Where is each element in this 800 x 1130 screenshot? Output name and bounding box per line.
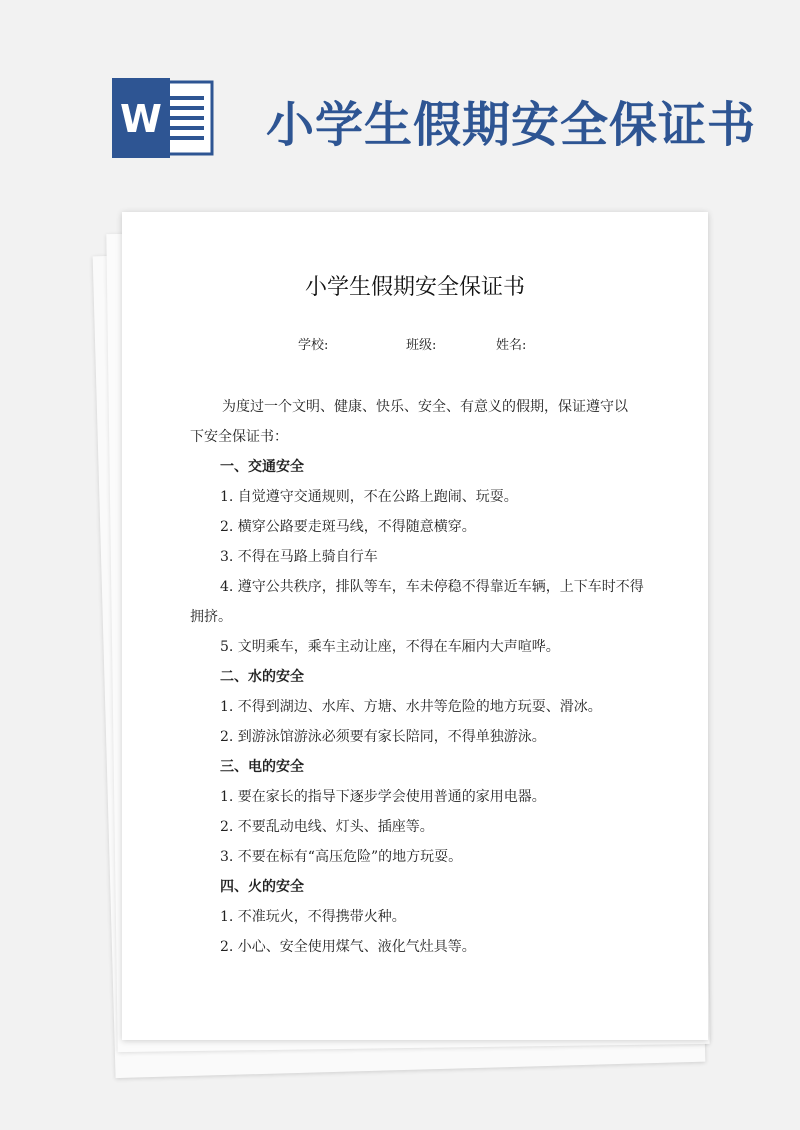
section-water — [190, 662, 650, 752]
section-electricity — [190, 752, 650, 872]
list-item: 3. 不要在标有“高压危险”的地方玩耍。 — [220, 849, 463, 865]
list-item: 1. 自觉遵守交通规则，不在公路上跑闹、玩耍。 — [220, 489, 518, 505]
header-title: 小学生假期安全保证书 — [266, 97, 757, 153]
document-title: 小学生假期安全保证书 — [304, 275, 525, 300]
list-item: 2. 不要乱动电线、灯头、插座等。 — [220, 819, 434, 835]
section-heading: 二、水的安全 — [220, 669, 304, 685]
word-icon-letter: W — [120, 97, 162, 141]
class-label: 班级: — [406, 338, 437, 353]
list-item: 2. 到游泳馆游泳必须要有家长陪同，不得单独游泳。 — [220, 729, 546, 745]
section-fire — [190, 872, 650, 962]
section-heading: 三、电的安全 — [220, 759, 304, 775]
list-item: 1. 要在家长的指导下逐步学会使用普通的家用电器。 — [220, 789, 546, 805]
list-item: 3. 不得在马路上骑自行车 — [220, 549, 378, 565]
school-label: 学校: — [298, 338, 329, 353]
section-heading: 一、交通安全 — [220, 459, 304, 475]
sections-container — [190, 452, 650, 962]
list-item: 1. 不得到湖边、水库、方塘、水井等危险的地方玩耍、滑冰。 — [220, 699, 602, 715]
list-item: 2. 小心、安全使用煤气、液化气灶具等。 — [220, 939, 476, 955]
document-page — [122, 212, 708, 1040]
list-item: 4. 遵守公共秩序，排队等车，车未停稳不得靠近车辆，上下车时不得拥挤。 — [190, 579, 644, 625]
list-item: 2. 横穿公路要走斑马线，不得随意横穿。 — [220, 519, 476, 535]
list-item: 5. 文明乘车，乘车主动让座，不得在车厢内大声喧哗。 — [220, 639, 560, 655]
header-banner — [0, 0, 800, 200]
word-document-icon — [112, 78, 216, 158]
list-item: 1. 不准玩火，不得携带火种。 — [220, 909, 406, 925]
intro-paragraph: 为度过一个文明、健康、快乐、安全、有意义的假期，保证遵守以下安全保证书： — [190, 399, 628, 445]
section-traffic — [190, 452, 650, 662]
section-heading: 四、火的安全 — [220, 879, 304, 895]
name-label: 姓名: — [496, 338, 527, 353]
